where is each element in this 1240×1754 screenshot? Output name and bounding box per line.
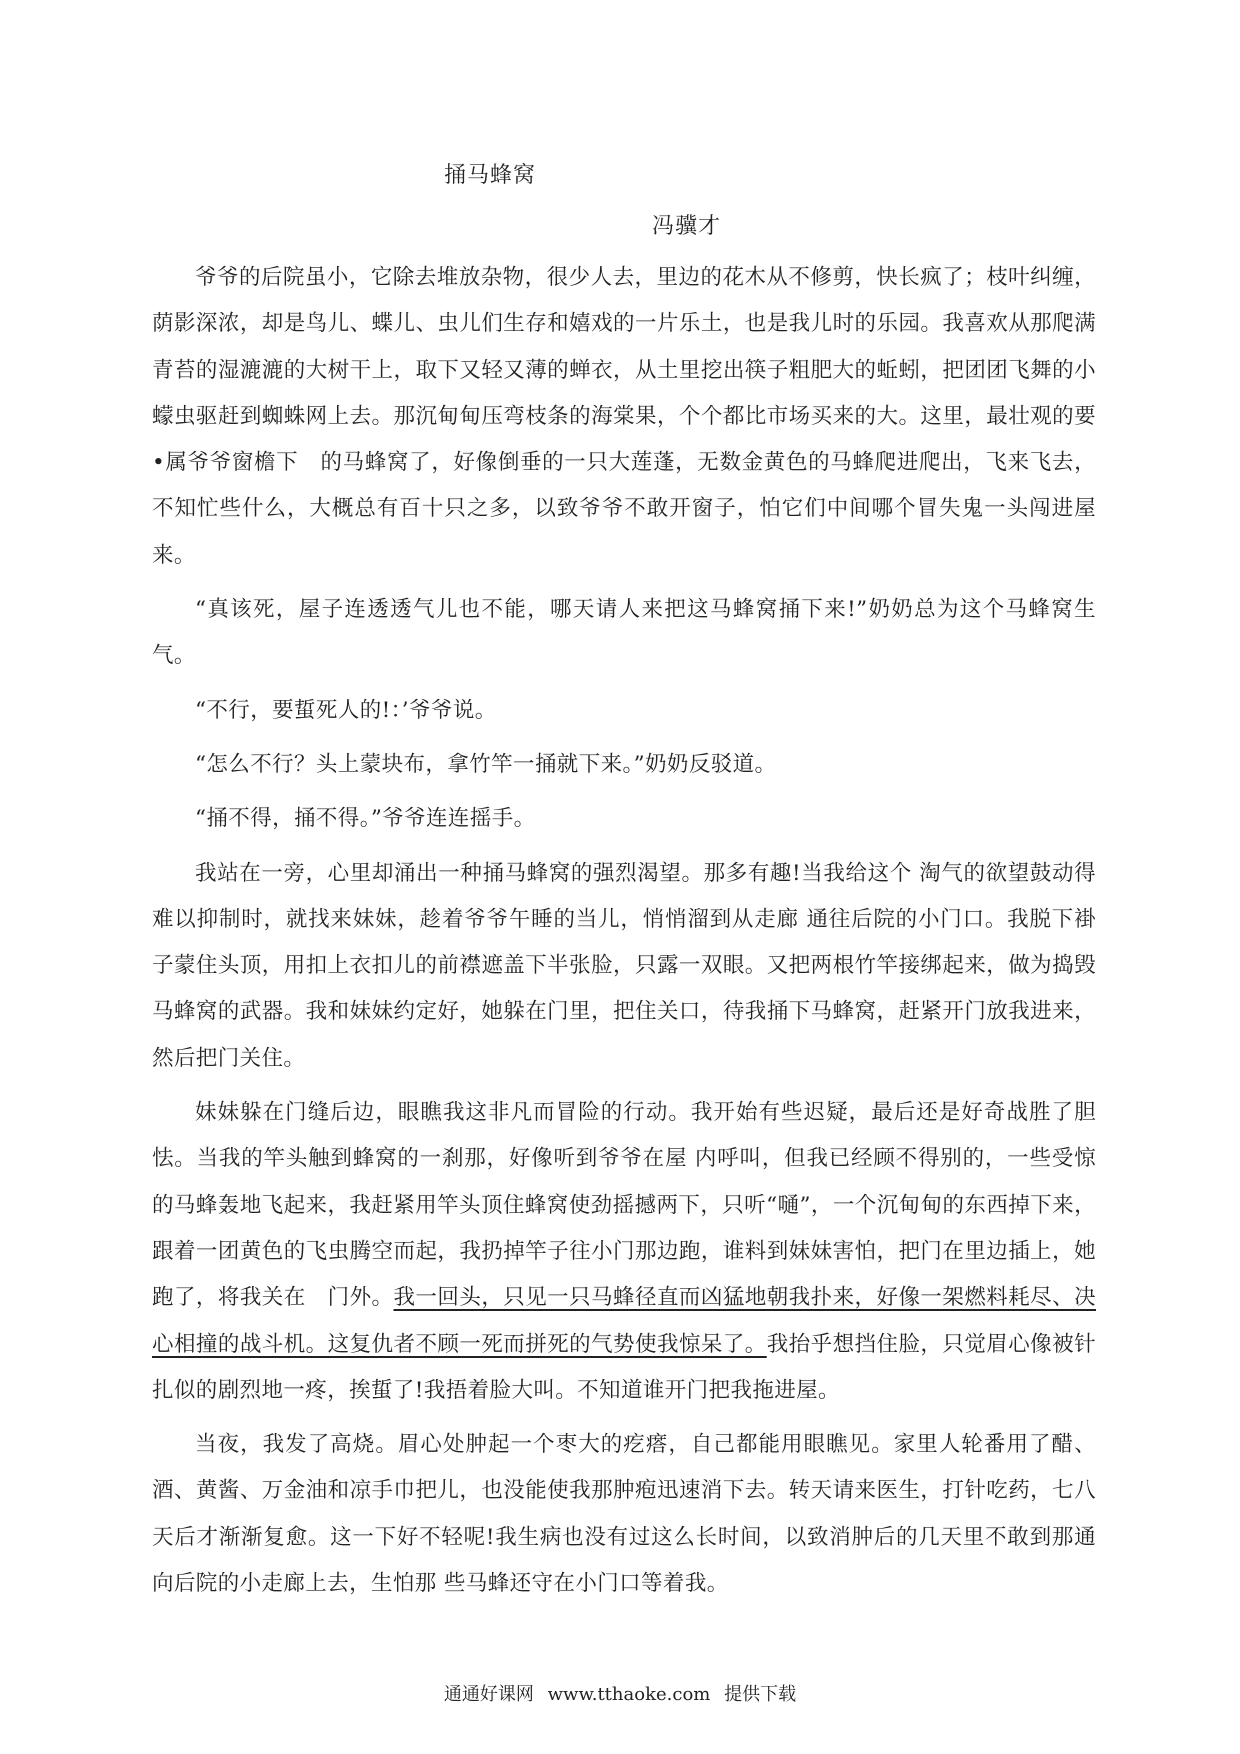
paragraph-7-text-a: 妹妹躲在门缝后边，眼瞧我这非凡而冒险的行动。我开始有些迟疑，最后还是好奇战胜了胆怯。当我的竿头触到蜂窝的一刹那，好像听到爷爷在屋 内呼叫，但我已经顾不得别的，一些受惊的马蜂轰地飞起来，我赶紧用竿头顶住蜂窝使劲摇撼两下，只听“嗵”，一个沉甸甸的东西掉下来，跟着一团黄色的飞虫腾空而起，我扔掉竿子往小门那边跑，谁料到妹妹害怕，把门在里边插上，她跑了，将我关在 门外。 bbox=[152, 1100, 1096, 1311]
article-body bbox=[152, 255, 1096, 1607]
article-title: 捅马蜂窝 bbox=[444, 163, 537, 188]
paragraph-8: 当夜，我发了高烧。眉心处肿起一个枣大的疙瘩，自己都能用眼瞧见。家里人轮番用了醋、酒、黄酱、万金油和凉手巾把儿，也没能使我那肿疱迅速消下去。转天请来医生，打针吃药，七八天后才渐渐复愈。这一下好不轻呢!我生病也没有过这么长时间，以致消肿后的几天里不敢到那通向后院的小走廊上去，生怕那 些马蜂还守在小门口等着我。 bbox=[152, 1432, 1096, 1597]
paragraph-2: “真该死，屋子连透透气儿也不能，哪天请人来把这马蜂窝捅下来!”奶奶总为这个马蜂窝生气。 bbox=[152, 597, 1096, 669]
footer-suffix: 提供下载 bbox=[724, 1684, 797, 1705]
underlined-sentence: 我一回头，只见一只马蜂径直而凶猛地朝我扑来，好像一架燃料耗尽、决心相撞的战斗机。这复仇者不顾一死而拼死的气势使我惊呆了。 bbox=[152, 1285, 1096, 1357]
paragraph-3: “不行，要蜇死人的!：’爷爷说。 bbox=[195, 697, 497, 723]
article-author: 冯骥才 bbox=[652, 214, 722, 239]
paragraph-1: 爷爷的后院虽小，它除去堆放杂物，很少人去，里边的花木从不修剪，快长疯了；枝叶纠缠，荫影深浓，却是鸟儿、蝶儿、虫儿们生存和嬉戏的一片乐土，也是我儿时的乐园。我喜欢从那爬满青苔的湿漉漉的大树干上，取下又轻又薄的蝉衣，从土里挖出筷子粗肥大的蚯蚓，把团团飞舞的小蠓虫驱赶到蜘蛛网上去。那沉甸甸压弯枝条的海棠果，个个都比市场买来的大。这里，最壮观的要•属爷爷窗檐下 的马蜂窝了，好像倒垂的一只大莲蓬，无数金黄色的马蜂爬进爬出，飞来飞去，不知忙些什么，大概总有百十只之多，以致爷爷不敢开窗子，怕它们中间哪个冒失鬼一头闯进屋来。 bbox=[152, 265, 1096, 568]
footer-url-link[interactable]: www.tthaoke.com bbox=[547, 1684, 711, 1705]
paragraph-7-text-b: 我抬乎想挡住脸，只觉眉心像被针扎似的剧烈地一疼，挨蜇了!我捂着脸大叫。不知道谁开门把我拖进屋。 bbox=[152, 1331, 1096, 1403]
footer-site-name: 通通好课网 bbox=[443, 1684, 534, 1705]
page-footer bbox=[0, 1680, 1240, 1706]
paragraph-5: “捅不得，捅不得。”爷爷连连摇手。 bbox=[195, 806, 536, 832]
paragraph-4: “怎么不行？头上蒙块布，拿竹竿一捅就下来。”奶奶反驳道。 bbox=[195, 751, 777, 777]
paragraph-7 bbox=[152, 1090, 1096, 1414]
paragraph-6: 我站在一旁，心里却涌出一种捅马蜂窝的强烈渴望。那多有趣!当我给这个 淘气的欲望鼓动得难以抑制时，就找来妹妹，趁着爷爷午睡的当儿，悄悄溜到从走廊 通往后院的小门口。我脱下褂子蒙住头顶，用扣上衣扣儿的前襟遮盖下半张脸，只露一双眼。又把两根竹竿接绑起来，做为捣毁马蜂窝的武器。我和妹妹约定好，她躲在门里，把住关口，待我捅下马蜂窝，赶紧开门放我进来，然后把门关住。 bbox=[152, 860, 1096, 1071]
